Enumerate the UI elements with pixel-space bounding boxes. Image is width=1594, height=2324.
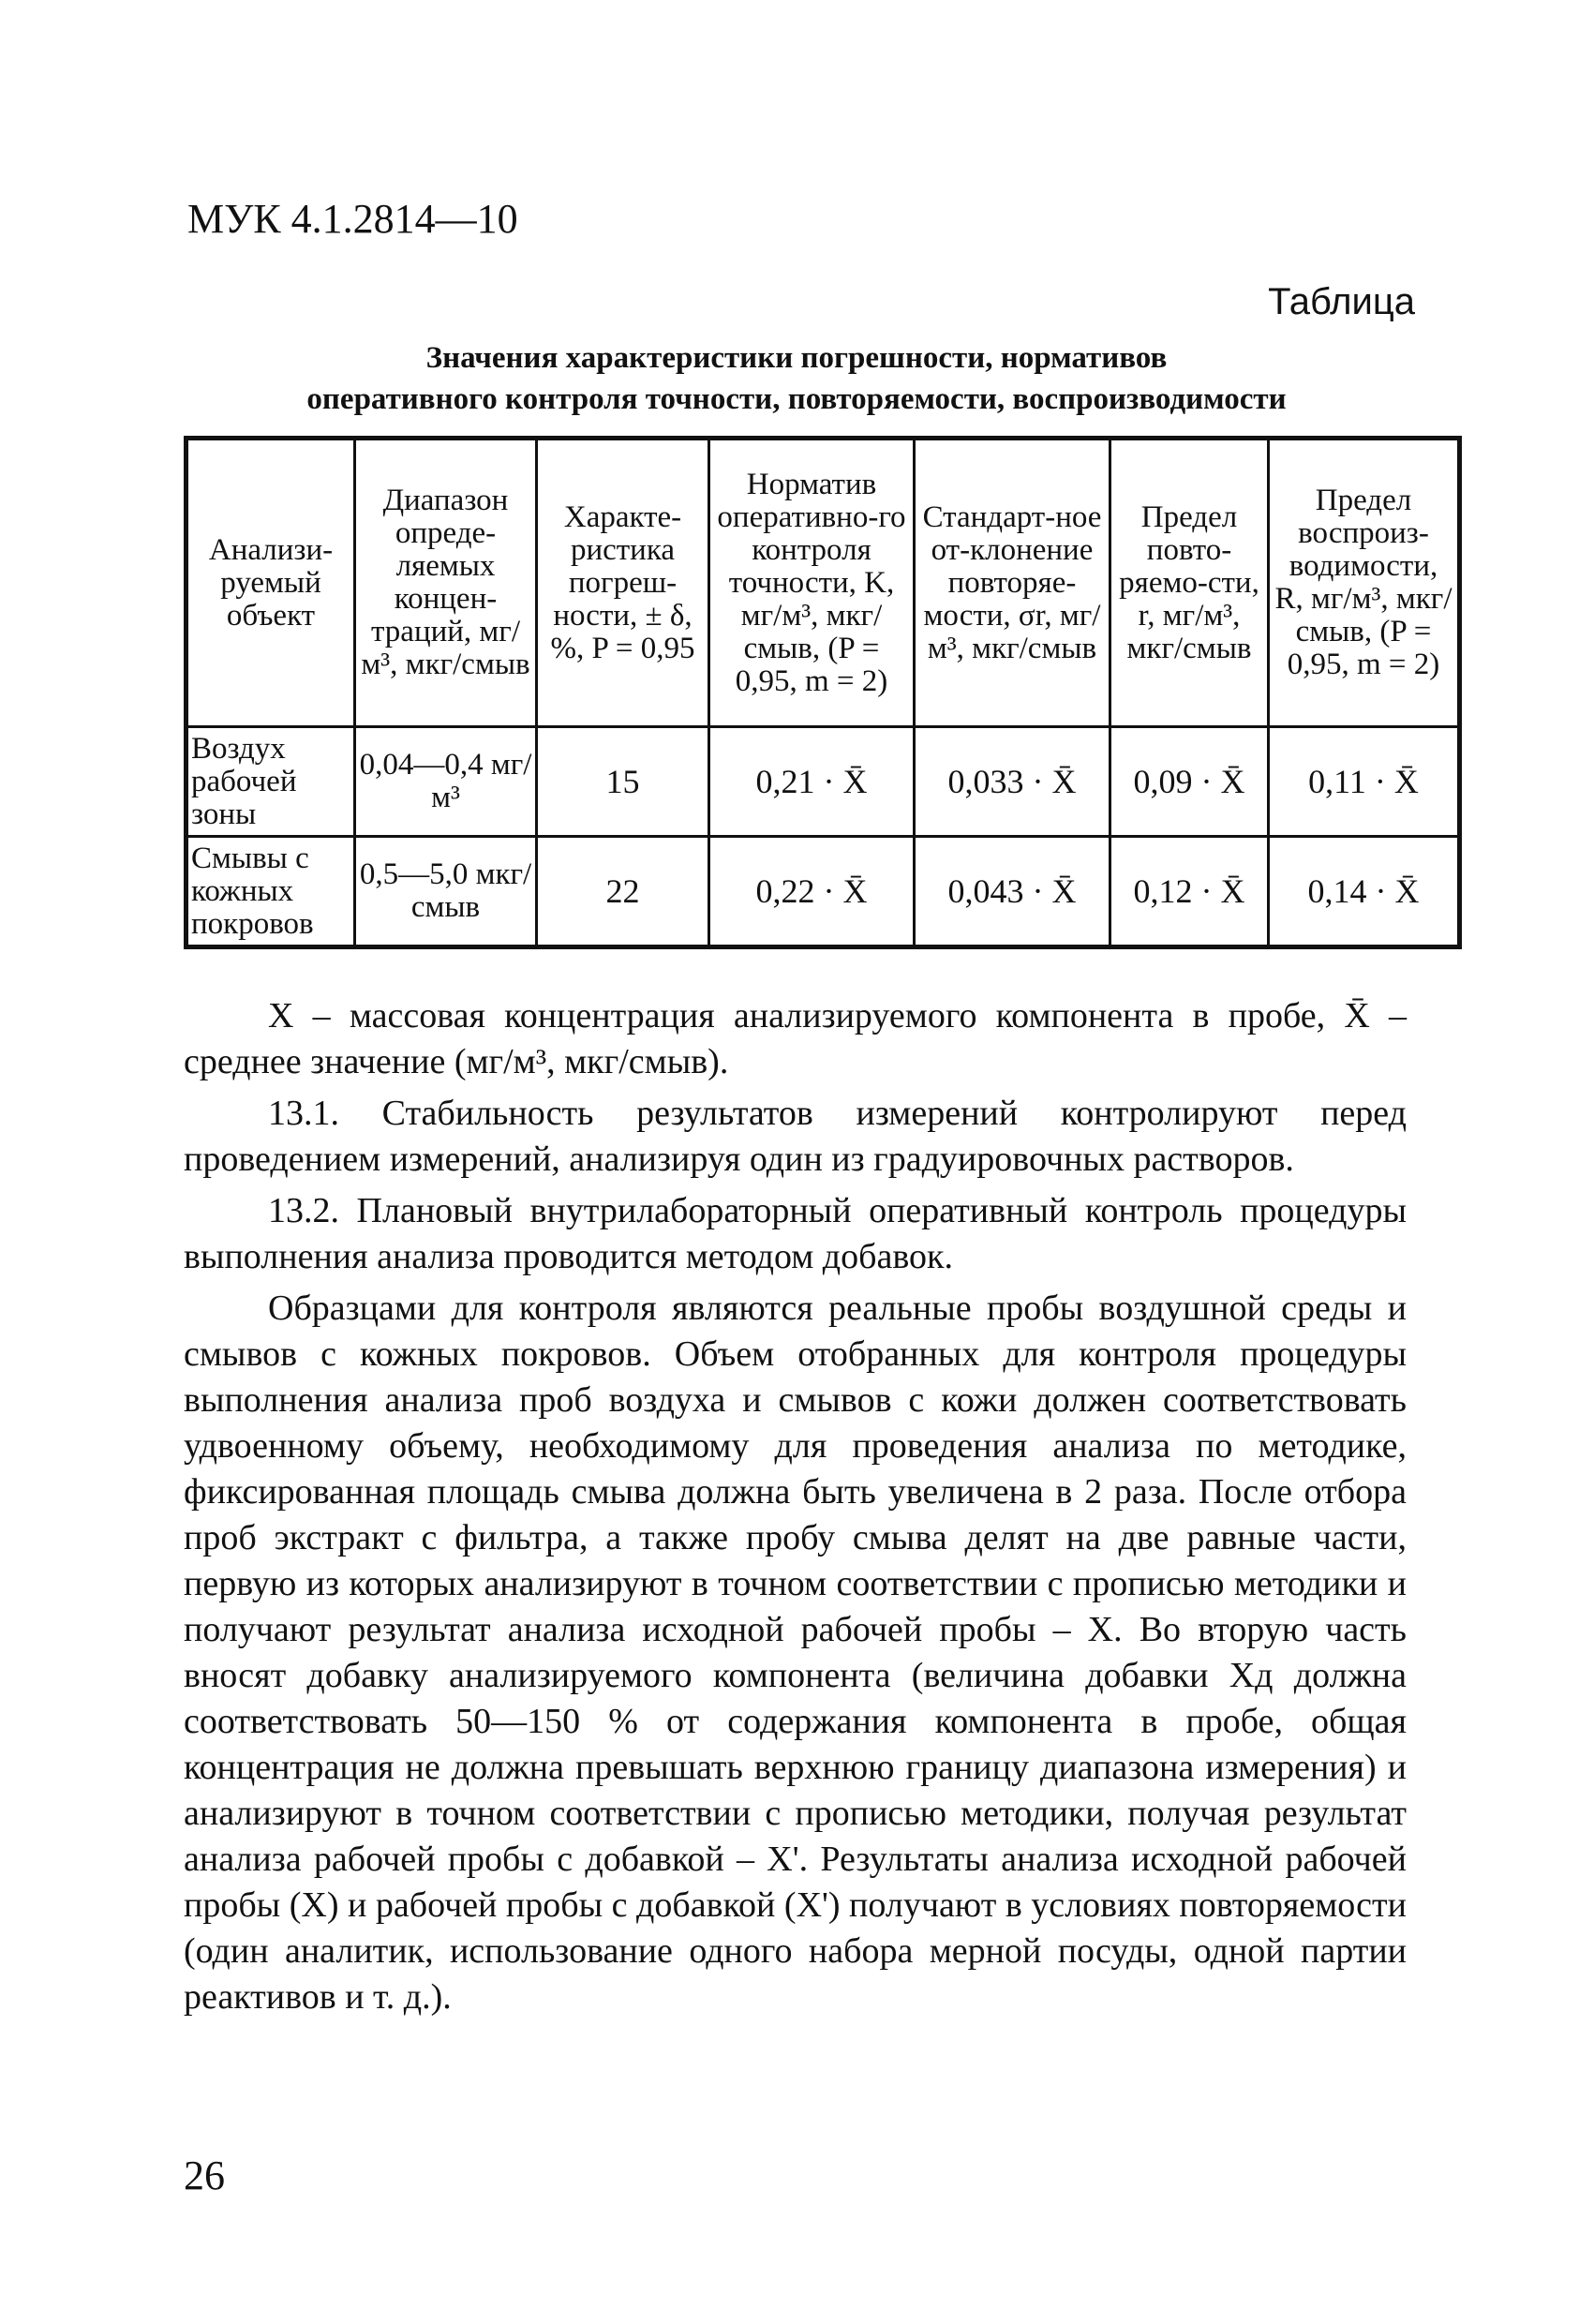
paragraph-control-samples: Образцами для контроля являются реальные пробы воздушной среды и смывов с кожных покровов. Объем отобранных для контроля процедуры выполнения анализа проб воздуха и смывов с кожи должен соответствовать удвоенному объему, необходимому для проведения анализа по методике, фиксированная площадь смыва должна быть увеличена в 2 раза. После отбора проб экстракт с фильтра, а также пробу смыва делят на две равные части, первую из которых анализируют в точном соответствии с прописью методики и получают результат анализа исходной рабочей пробы – X. Во вторую часть вносят добавку анализируемого компонента (величина добавки Xд должна соответствовать 50—150 % от содержания компонента в пробе, общая концентрация не должна превышать верхнюю границу диапазона измерения) и анализируют в точном соответствии с прописью методики, получая результат анализа рабочей пробы с добавкой – X'. Результаты анализа исходной рабочей пробы (X) и рабочей пробы с добавкой (X') получают в условиях повторяемости (один аналитик, использование одного набора мерной посуды, одной партии реактивов и т. д.). [184,1289,1407,2017]
table-row [186,837,1460,947]
page-number: 26 [184,2153,225,2198]
col-header-repeatability-limit: Предел повто-ряемо-сти, r, мг/м³, мкг/смыв [1110,439,1269,727]
col-header-accuracy-norm: Норматив оперативно-го контроля точности, K, мг/м³, мкг/смыв, (P = 0,95, m = 2) [709,439,915,727]
caption-line-2: оперативного контроля точности, повторяемости, воспроизводимости [306,382,1287,416]
cell-delta: 15 [537,727,709,837]
cell-R: 0,14 · X̄ [1269,837,1460,947]
document-code: МУК 4.1.2814—10 [187,196,518,242]
paragraph-13-2: 13.2. Плановый внутрилабораторный оперативный контроль процедуры выполнения анализа проводится методом добавок. [184,1191,1407,1276]
cell-object: Воздух рабочей зоны [186,727,355,837]
cell-sigma: 0,033 · X̄ [915,727,1110,837]
table-caption [234,337,1359,420]
col-header-reproducibility-limit: Предел воспроиз-водимости, R, мг/м³, мкг/смыв, (P = 0,95, m = 2) [1269,439,1460,727]
cell-K: 0,22 · X̄ [709,837,915,947]
cell-object: Смывы с кожных покровов [186,837,355,947]
table-header-row [186,439,1460,727]
paragraph-13-1: 13.1. Стабильность результатов измерений контролируют перед проведением измерений, анализируя один из градуировочных растворов. [184,1094,1407,1179]
cell-r: 0,12 · X̄ [1110,837,1269,947]
table-row [186,727,1460,837]
caption-line-1: Значения характеристики погрешности, нормативов [425,341,1168,375]
cell-r: 0,09 · X̄ [1110,727,1269,837]
col-header-error: Характе-ристика погреш-ности, ± δ, %, P = 0,95 [537,439,709,727]
col-header-range: Диапазон опреде-ляемых концен-траций, мг/м³, мкг/смыв [355,439,537,727]
cell-range: 0,04—0,4 мг/м³ [355,727,537,837]
cell-K: 0,21 · X̄ [709,727,915,837]
cell-R: 0,11 · X̄ [1269,727,1460,837]
characteristics-table [184,436,1462,949]
cell-range: 0,5—5,0 мкг/смыв [355,837,537,947]
table-label: Таблица [1268,281,1415,322]
cell-sigma: 0,043 · X̄ [915,837,1110,947]
col-header-std-deviation: Стандарт-ное от-клонение повторяе-мости, σr, мг/м³, мкг/смыв [915,439,1110,727]
paragraph-notation: X – массовая концентрация анализируемого компонента в пробе, X̄ – среднее значение (мг/м³, мкг/смыв). [184,996,1407,1081]
col-header-object: Анализи-руемый объект [186,439,355,727]
cell-delta: 22 [537,837,709,947]
body-text [184,993,1407,2026]
